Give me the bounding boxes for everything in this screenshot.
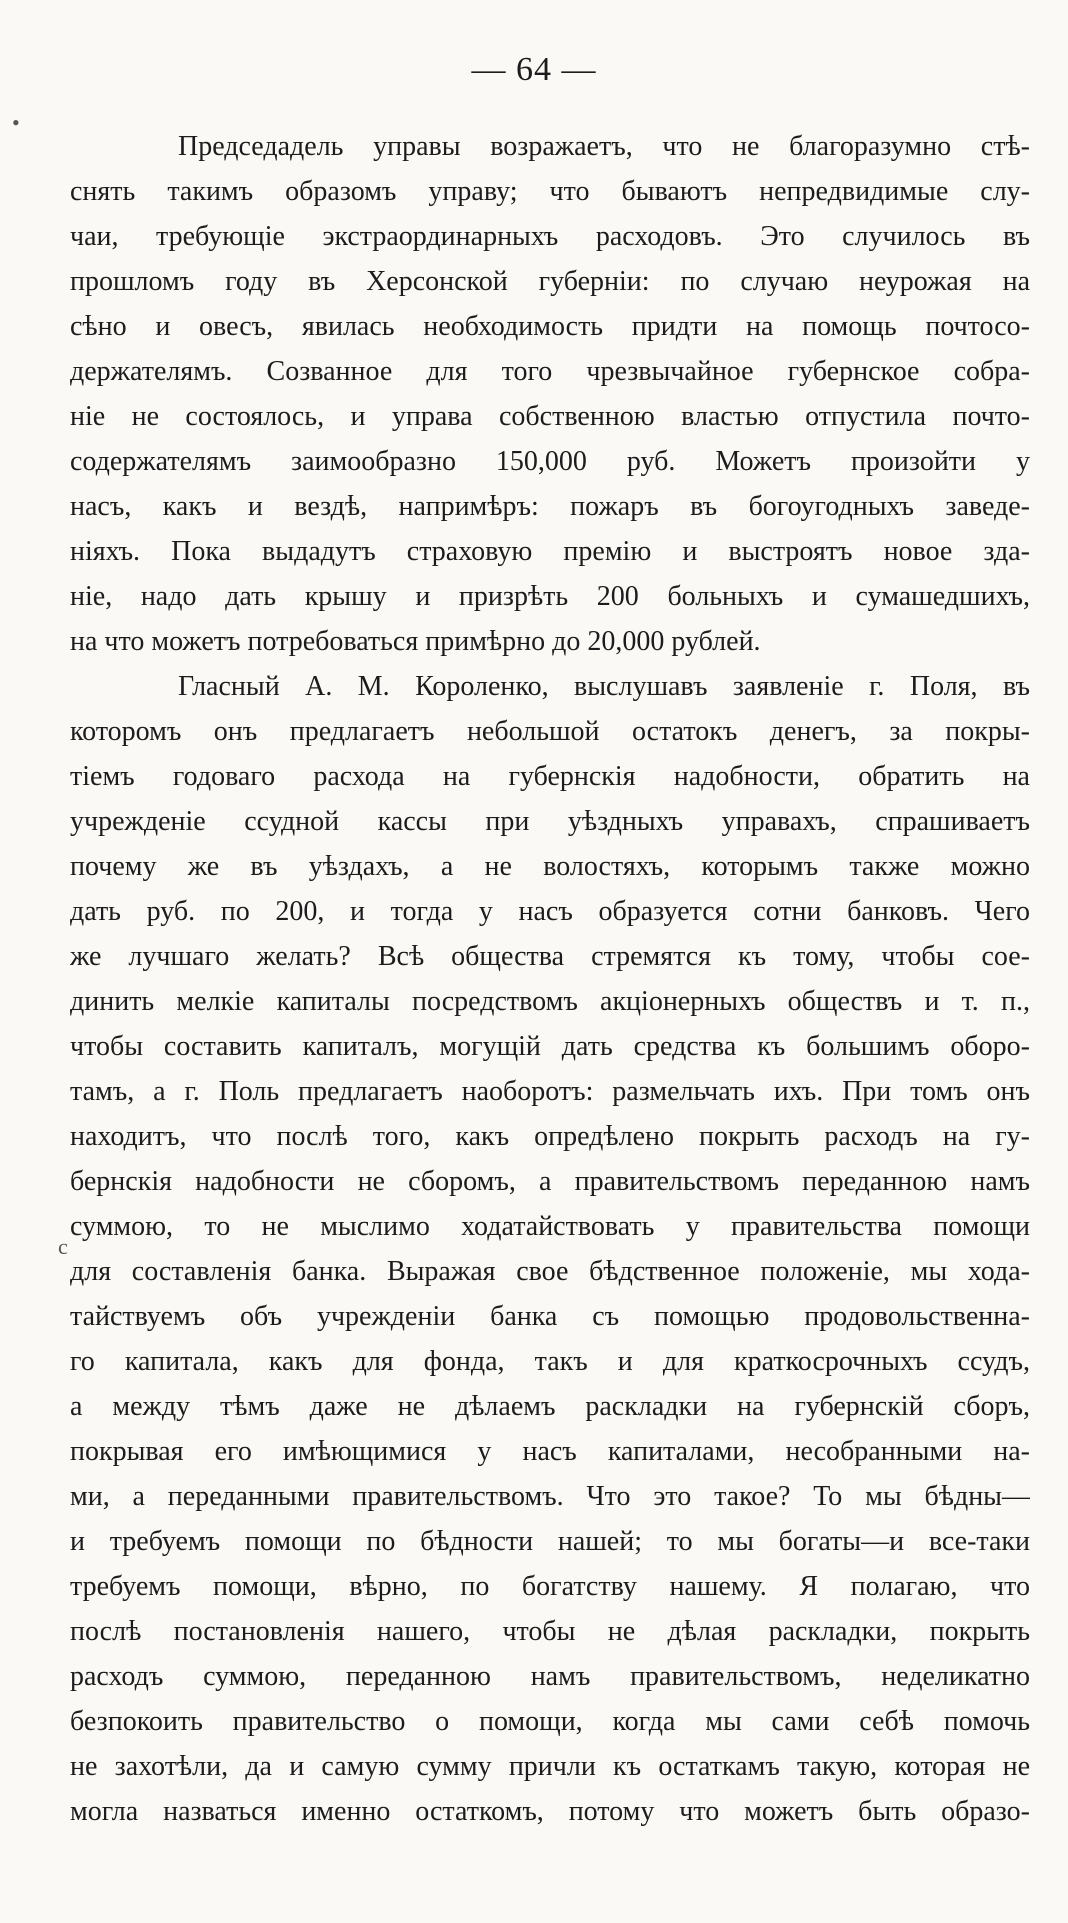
text-line: содержателямъ заимообразно 150,000 руб. Можетъ произойти у — [70, 446, 1030, 477]
text-line: тамъ, а г. Поль предлагаетъ наоборотъ: размельчать ихъ. При томъ онъ — [70, 1076, 1030, 1107]
text-line: чаи, требующіе экстраординарныхъ расходовъ. Это случилось въ — [70, 221, 1030, 252]
text-line: тіемъ годоваго расхода на губернскія надобности, обратить на — [70, 761, 1030, 792]
text-line: которомъ онъ предлагаетъ небольшой остатокъ денегъ, за покры- — [70, 716, 1030, 747]
text-line: сѣно и овесъ, явилась необходимость придти на помощь почтосо- — [70, 311, 1030, 342]
margin-mark: с — [58, 1234, 68, 1259]
text-line: находитъ, что послѣ того, какъ опредѣлено покрыть расходъ на гу- — [70, 1121, 1030, 1152]
text-line: на что можетъ потребоваться примѣрно до 20,000 рублей. — [70, 626, 761, 657]
text-line: Председадель управы возражаетъ, что не благоразумно стѣ- — [178, 131, 1030, 162]
text-line: почему же въ уѣздахъ, а не волостяхъ, которымъ также можно — [70, 851, 1030, 882]
text-line: могла назваться именно остаткомъ, потому что можетъ быть образо- — [70, 1796, 1030, 1827]
text-line: чтобы составить капиталъ, могущій дать средства къ большимъ оборо- — [70, 1031, 1030, 1062]
text-line: бернскія надобности не сборомъ, а правительствомъ переданною намъ — [70, 1166, 1030, 1197]
text-line: а между тѣмъ даже не дѣлаемъ раскладки на губернскій сборъ, — [70, 1391, 1030, 1422]
text-line: ми, а переданными правительствомъ. Что это такое? То мы бѣдны— — [70, 1481, 1030, 1512]
text-line: расходъ суммою, переданною намъ правительствомъ, неделикатно — [70, 1661, 1030, 1692]
text-line: держателямъ. Созванное для того чрезвычайное губернское собра- — [70, 356, 1030, 387]
page-number: — 64 — — [471, 51, 597, 88]
margin-mark: • — [12, 110, 20, 135]
text-line: и требуемъ помощи по бѣдности нашей; то мы богаты—и все-таки — [70, 1526, 1030, 1557]
text-line: ніе не состоялось, и управа собственною властью отпустила почто- — [70, 401, 1030, 432]
text-line: тайствуемъ объ учрежденіи банка съ помощью продовольственна- — [70, 1301, 1030, 1332]
text-line: динить мелкіе капиталы посредствомъ акціонерныхъ обществъ и т. п., — [70, 986, 1030, 1017]
text-line: ніе, надо дать крышу и призрѣть 200 больныхъ и сумашедшихъ, — [70, 581, 1030, 612]
text-line: Гласный А. М. Короленко, выслушавъ заявленіе г. Поля, въ — [178, 671, 1030, 702]
text-line: не захотѣли, да и самую сумму причли къ остаткамъ такую, которая не — [70, 1751, 1030, 1782]
text-line: го капитала, какъ для фонда, такъ и для краткосрочныхъ ссудъ, — [70, 1346, 1030, 1377]
body-text — [70, 124, 1030, 1834]
text-line: для составленія банка. Выражая свое бѣдственное положеніе, мы хода- — [70, 1256, 1030, 1287]
text-line: снять такимъ образомъ управу; что бываютъ непредвидимые слу- — [70, 176, 1030, 207]
text-line: требуемъ помощи, вѣрно, по богатству нашему. Я полагаю, что — [70, 1571, 1030, 1602]
text-line: безпокоить правительство о помощи, когда мы сами себѣ помочь — [70, 1706, 1030, 1737]
text-line: дать руб. по 200, и тогда у насъ образуется сотни банковъ. Чего — [70, 896, 1030, 927]
text-line: суммою, то не мыслимо ходатайствовать у правительства помощи — [70, 1211, 1030, 1242]
text-line: ніяхъ. Пока выдадутъ страховую премію и выстроятъ новое зда- — [70, 536, 1030, 567]
text-line: же лучшаго желать? Всѣ общества стремятся къ тому, чтобы сое- — [70, 941, 1030, 972]
text-line: прошломъ году въ Херсонской губерніи: по случаю неурожая на — [70, 266, 1030, 297]
text-line: покрывая его имѣющимися у насъ капиталами, несобранными на- — [70, 1436, 1030, 1467]
text-line: учрежденіе ссудной кассы при уѣздныхъ управахъ, спрашиваетъ — [70, 806, 1030, 837]
text-line: насъ, какъ и вездѣ, напримѣръ: пожаръ въ богоугодныхъ заведе- — [70, 491, 1030, 522]
text-line: послѣ постановленія нашего, чтобы не дѣлая раскладки, покрыть — [70, 1616, 1030, 1647]
